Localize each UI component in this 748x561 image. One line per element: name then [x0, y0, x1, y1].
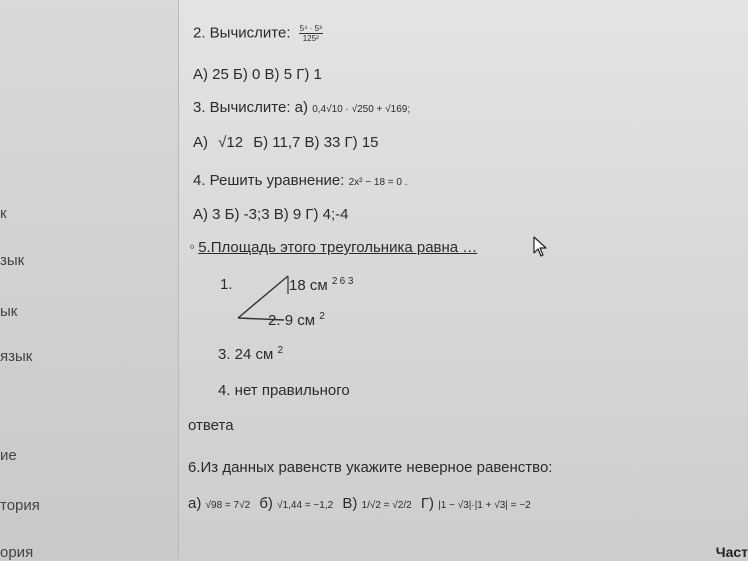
mouse-cursor-icon [533, 236, 549, 258]
q3-answer-a-label: А) [193, 134, 208, 151]
q2-frac-num: 5⁴ · 5³ [299, 24, 322, 33]
q2-line [193, 24, 323, 43]
q6-a-label: а) [188, 495, 202, 512]
q5-title: 5.Площадь этого треугольника равна … [198, 239, 478, 256]
corner-link[interactable]: Част [715, 544, 748, 560]
q5-opt3-sup: 2 [277, 345, 284, 356]
q5-opt3 [218, 345, 283, 363]
q5-tail: ответа [188, 417, 234, 434]
sidebar-item-3[interactable]: ык [0, 303, 18, 320]
q5-line [190, 239, 477, 256]
q2-fraction [299, 24, 323, 43]
q4-title: 4. Решить уравнение: [193, 172, 345, 189]
q5-opt2-sup: 2 [319, 311, 325, 322]
q5-opt4: 4. нет правильного [218, 382, 350, 399]
q6-b-expr: √1,44 = −1,2 [277, 500, 334, 511]
q5-opt1-num: 1. [220, 276, 233, 293]
q5-opt2-text: 9 см [284, 312, 316, 329]
q4-line [193, 172, 408, 189]
q2-answers: А) 25 Б) 0 В) 5 Г) 1 [193, 66, 322, 83]
q5-opt1-extra: 6 3 [339, 276, 354, 287]
q6-c-expr: 1/√2 = √2/2 [361, 500, 412, 511]
q3-answer-a-root: √12 [218, 134, 244, 151]
sidebar-item-1[interactable]: к [0, 205, 7, 222]
q5-opt3-text: 3. 24 см [218, 346, 274, 363]
q3-title: 3. Вычислите: а) [193, 99, 309, 116]
q5-opt1 [289, 276, 353, 294]
q4-answers: А) 3 Б) -3;3 В) 9 Г) 4;-4 [193, 206, 349, 223]
sidebar-item-4[interactable]: язык [0, 348, 33, 365]
q6-c-label: В) [342, 495, 358, 512]
sidebar-item-2[interactable]: зык [0, 252, 25, 269]
q6-d-label: Г) [420, 495, 434, 512]
q5-prefix: ⁰ [190, 244, 195, 255]
q5-opt2-num: 2. [268, 312, 281, 329]
q3-answers-rest: Б) 11,7 В) 33 Г) 15 [253, 134, 379, 151]
sidebar-item-5[interactable]: ие [0, 447, 17, 464]
q5-opt1-sup: 2 [331, 276, 338, 287]
q4-expr: 2x² − 18 = 0 . [348, 177, 408, 188]
q6-options [188, 495, 531, 512]
q6-d-expr: |1 − √3|·|1 + √3| = −2 [438, 500, 531, 511]
q6-title: 6.Из данных равенств укажите неверное равенство: [188, 459, 553, 476]
sidebar [0, 0, 178, 560]
q2-frac-den: 125² [302, 34, 319, 43]
q3-answers [193, 134, 379, 151]
q2-title: 2. Вычислите: [193, 24, 291, 42]
sidebar-item-6[interactable]: тория [0, 497, 40, 514]
q5-opt1-text: 18 см [289, 277, 328, 294]
q5-opt2 [268, 311, 325, 329]
sidebar-item-7[interactable]: ория [0, 544, 34, 561]
q3-expr: 0,4√10 · √250 + √169; [312, 104, 411, 115]
q6-a-expr: √98 = 7√2 [205, 500, 251, 511]
q3-line [193, 99, 410, 116]
sidebar-divider [178, 0, 179, 560]
q6-b-label: б) [259, 495, 273, 512]
